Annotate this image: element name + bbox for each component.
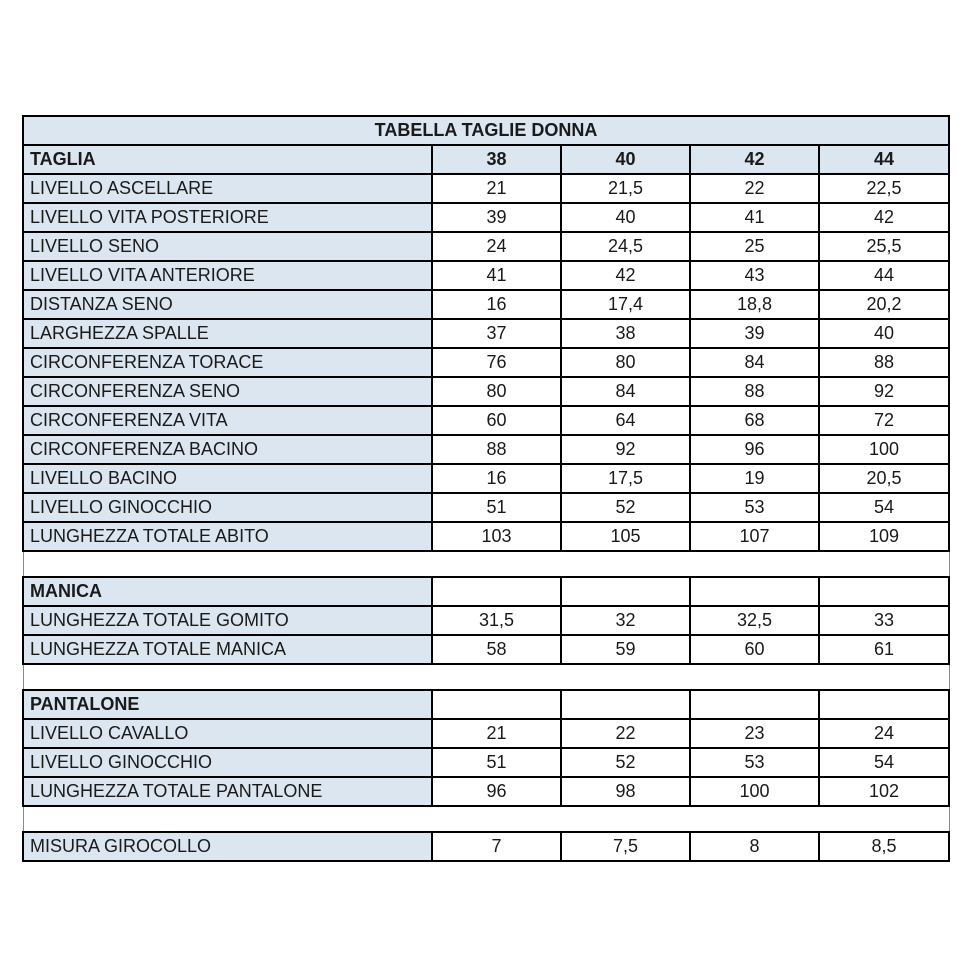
value-cell: 109 <box>819 522 949 551</box>
value-cell: 84 <box>561 377 690 406</box>
value-cell: 16 <box>432 290 561 319</box>
value-cell: 88 <box>432 435 561 464</box>
value-cell: 24,5 <box>561 232 690 261</box>
value-cell: 23 <box>690 719 819 748</box>
value-cell: 102 <box>819 777 949 806</box>
value-cell: 39 <box>690 319 819 348</box>
value-cell: 42 <box>561 261 690 290</box>
row-label: LUNGHEZZA TOTALE ABITO <box>23 522 432 551</box>
table-row <box>23 377 949 406</box>
size-column-header: 42 <box>690 145 819 174</box>
value-cell: 25,5 <box>819 232 949 261</box>
table-row <box>23 635 949 664</box>
value-cell: 53 <box>690 493 819 522</box>
value-cell: 76 <box>432 348 561 377</box>
value-cell: 72 <box>819 406 949 435</box>
table-row <box>23 464 949 493</box>
value-cell: 33 <box>819 606 949 635</box>
size-header-label: TAGLIA <box>23 145 432 174</box>
table-row <box>23 606 949 635</box>
spacer-cell <box>23 551 949 577</box>
value-cell: 60 <box>432 406 561 435</box>
section-header-empty-cell <box>561 577 690 606</box>
table-row <box>23 832 949 861</box>
row-label: LIVELLO CAVALLO <box>23 719 432 748</box>
row-label: LIVELLO GINOCCHIO <box>23 493 432 522</box>
value-cell: 52 <box>561 493 690 522</box>
spacer-cell <box>23 806 949 832</box>
value-cell: 24 <box>819 719 949 748</box>
row-label: MISURA GIROCOLLO <box>23 832 432 861</box>
table-row <box>23 232 949 261</box>
row-label: LIVELLO GINOCCHIO <box>23 748 432 777</box>
value-cell: 88 <box>690 377 819 406</box>
value-cell: 41 <box>432 261 561 290</box>
value-cell: 52 <box>561 748 690 777</box>
value-cell: 88 <box>819 348 949 377</box>
section-header-empty-cell <box>432 690 561 719</box>
value-cell: 61 <box>819 635 949 664</box>
table-row <box>23 522 949 551</box>
row-label: LIVELLO VITA ANTERIORE <box>23 261 432 290</box>
row-label: CIRCONFERENZA SENO <box>23 377 432 406</box>
value-cell: 21 <box>432 719 561 748</box>
value-cell: 21 <box>432 174 561 203</box>
row-label: LIVELLO SENO <box>23 232 432 261</box>
value-cell: 31,5 <box>432 606 561 635</box>
value-cell: 51 <box>432 493 561 522</box>
section-header-empty-cell <box>690 690 819 719</box>
table-title-row <box>23 116 949 145</box>
section-header-row <box>23 577 949 606</box>
row-label: CIRCONFERENZA VITA <box>23 406 432 435</box>
table-title: TABELLA TAGLIE DONNA <box>23 116 949 145</box>
table-row <box>23 777 949 806</box>
size-column-header: 40 <box>561 145 690 174</box>
row-label: CIRCONFERENZA TORACE <box>23 348 432 377</box>
value-cell: 107 <box>690 522 819 551</box>
table-row <box>23 748 949 777</box>
section-header-label: PANTALONE <box>23 690 432 719</box>
table-row <box>23 348 949 377</box>
value-cell: 59 <box>561 635 690 664</box>
row-label: DISTANZA SENO <box>23 290 432 319</box>
value-cell: 84 <box>690 348 819 377</box>
value-cell: 17,4 <box>561 290 690 319</box>
value-cell: 68 <box>690 406 819 435</box>
spacer-row <box>23 551 949 577</box>
spacer-row <box>23 664 949 690</box>
value-cell: 100 <box>819 435 949 464</box>
table-row <box>23 319 949 348</box>
value-cell: 20,5 <box>819 464 949 493</box>
value-cell: 100 <box>690 777 819 806</box>
section-header-empty-cell <box>690 577 819 606</box>
size-header-row <box>23 145 949 174</box>
value-cell: 96 <box>432 777 561 806</box>
value-cell: 22 <box>690 174 819 203</box>
row-label: LUNGHEZZA TOTALE MANICA <box>23 635 432 664</box>
value-cell: 38 <box>561 319 690 348</box>
value-cell: 60 <box>690 635 819 664</box>
row-label: LUNGHEZZA TOTALE GOMITO <box>23 606 432 635</box>
value-cell: 19 <box>690 464 819 493</box>
table-row <box>23 493 949 522</box>
value-cell: 40 <box>819 319 949 348</box>
row-label: LUNGHEZZA TOTALE PANTALONE <box>23 777 432 806</box>
section-header-empty-cell <box>819 577 949 606</box>
value-cell: 103 <box>432 522 561 551</box>
value-cell: 8,5 <box>819 832 949 861</box>
value-cell: 96 <box>690 435 819 464</box>
value-cell: 51 <box>432 748 561 777</box>
section-header-label: MANICA <box>23 577 432 606</box>
size-table <box>22 115 950 862</box>
size-column-header: 44 <box>819 145 949 174</box>
table-row <box>23 261 949 290</box>
value-cell: 22 <box>561 719 690 748</box>
row-label: LARGHEZZA SPALLE <box>23 319 432 348</box>
value-cell: 40 <box>561 203 690 232</box>
row-label: LIVELLO ASCELLARE <box>23 174 432 203</box>
value-cell: 92 <box>561 435 690 464</box>
row-label: CIRCONFERENZA BACINO <box>23 435 432 464</box>
value-cell: 98 <box>561 777 690 806</box>
table-row <box>23 435 949 464</box>
value-cell: 53 <box>690 748 819 777</box>
value-cell: 22,5 <box>819 174 949 203</box>
row-label: LIVELLO BACINO <box>23 464 432 493</box>
value-cell: 25 <box>690 232 819 261</box>
spacer-cell <box>23 664 949 690</box>
value-cell: 80 <box>561 348 690 377</box>
table-row <box>23 203 949 232</box>
value-cell: 39 <box>432 203 561 232</box>
value-cell: 54 <box>819 493 949 522</box>
section-header-empty-cell <box>432 577 561 606</box>
value-cell: 41 <box>690 203 819 232</box>
value-cell: 44 <box>819 261 949 290</box>
section-header-empty-cell <box>561 690 690 719</box>
size-column-header: 38 <box>432 145 561 174</box>
value-cell: 20,2 <box>819 290 949 319</box>
value-cell: 16 <box>432 464 561 493</box>
value-cell: 42 <box>819 203 949 232</box>
value-cell: 43 <box>690 261 819 290</box>
table-row <box>23 719 949 748</box>
section-header-empty-cell <box>819 690 949 719</box>
row-label: LIVELLO VITA POSTERIORE <box>23 203 432 232</box>
table-row <box>23 406 949 435</box>
section-header-row <box>23 690 949 719</box>
value-cell: 37 <box>432 319 561 348</box>
value-cell: 18,8 <box>690 290 819 319</box>
value-cell: 7,5 <box>561 832 690 861</box>
value-cell: 8 <box>690 832 819 861</box>
value-cell: 17,5 <box>561 464 690 493</box>
value-cell: 32,5 <box>690 606 819 635</box>
value-cell: 92 <box>819 377 949 406</box>
value-cell: 105 <box>561 522 690 551</box>
value-cell: 64 <box>561 406 690 435</box>
value-cell: 24 <box>432 232 561 261</box>
value-cell: 80 <box>432 377 561 406</box>
table-row <box>23 290 949 319</box>
value-cell: 32 <box>561 606 690 635</box>
table-row <box>23 174 949 203</box>
value-cell: 54 <box>819 748 949 777</box>
spacer-row <box>23 806 949 832</box>
value-cell: 7 <box>432 832 561 861</box>
value-cell: 21,5 <box>561 174 690 203</box>
value-cell: 58 <box>432 635 561 664</box>
